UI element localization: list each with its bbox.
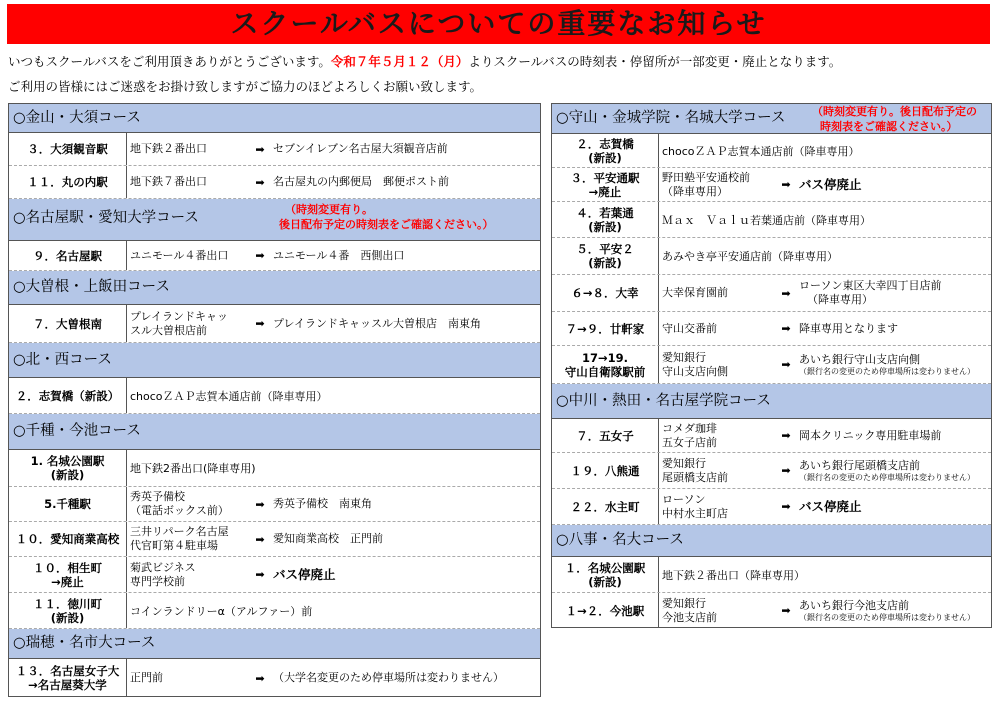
course-name: ○大曽根・上飯田コース	[13, 279, 170, 295]
stop-name: 1. 名城公園駅 (新設)	[9, 450, 127, 486]
table-row	[552, 202, 991, 238]
old-stop: 地下鉄２番出口	[130, 142, 207, 155]
arrow-right-icon: ➡	[255, 142, 265, 156]
new-stop: ローソン東区大幸四丁目店前 （降車専用）	[799, 279, 942, 306]
new-stop: 愛知商業高校 正門前	[273, 532, 383, 545]
new-stop: chocoＺＡＰ志賀本通店前（降車専用）	[130, 389, 328, 403]
new-stop: セブンイレブン名古屋大須観音店前	[273, 142, 448, 155]
table-row	[552, 238, 991, 275]
arrow-right-icon: ➡	[255, 532, 265, 546]
arrow-right-icon: ➡	[255, 497, 265, 511]
stop-name: １１．徳川町 (新設)	[9, 593, 127, 628]
course-header-mizuho	[9, 629, 540, 659]
table-row	[9, 241, 540, 271]
course-header-yagoto	[552, 525, 991, 557]
new-stop: 名古屋丸の内郵便局 郵便ポスト前	[273, 175, 449, 188]
arrow-right-icon: ➡	[255, 175, 265, 189]
stop-name: ２．志賀橋 (新設)	[552, 134, 659, 167]
stop-name: ７．五女子	[552, 419, 659, 452]
table-row	[552, 453, 991, 489]
time-change-note: （時刻変更有り。 後日配布予定の時刻表をご確認ください。）	[279, 203, 494, 231]
stop-abolished: バス停廃止	[799, 498, 862, 514]
table-row	[9, 522, 540, 557]
stop-name: １．名城公園駅 (新設)	[552, 557, 659, 592]
new-stop: 地下鉄2番出口(降車専用)	[130, 462, 256, 475]
arrow-right-icon: ➡	[255, 317, 265, 330]
old-stop: 菊武ビジネス 専門学校前	[130, 560, 196, 588]
arrow-right-icon: ➡	[255, 568, 265, 581]
table-row	[9, 659, 540, 697]
course-header-chikusa	[9, 414, 540, 450]
table-row	[9, 166, 540, 199]
arrow-right-icon: ➡	[781, 604, 791, 617]
intro-text: いつもスクールバスをご利用頂きありがとうございます。	[8, 54, 331, 69]
table-row	[9, 305, 540, 343]
table-row	[552, 419, 991, 453]
new-stop: 降車専用となります	[799, 321, 898, 335]
new-stop: あいち銀行今池支店前 （銀行名の変更のため停車場所は変わりません）	[799, 598, 975, 622]
stop-name: ３．大須観音駅	[9, 133, 127, 165]
stop-name: ２．志賀橋（新設）	[9, 378, 127, 413]
new-stop: 地下鉄２番出口（降車専用）	[662, 568, 805, 582]
stop-name: １０．相生町 →廃止	[9, 557, 127, 592]
arrow-right-icon: ➡	[781, 286, 791, 300]
page-title: スクールバスについての重要なお知らせ	[230, 7, 767, 40]
new-stop: 岡本クリニック専用駐車場前	[799, 428, 942, 442]
new-stop: Ｍａｘ Ｖａｌｕ若葉通店前（降車専用）	[662, 213, 871, 227]
time-change-note: （時刻変更有り。後日配布予定の 時刻表をご確認ください。）	[812, 105, 977, 133]
table-row	[552, 134, 991, 168]
old-stop: 守山交番前	[662, 321, 717, 335]
table-row	[552, 593, 991, 628]
left-course-panel	[8, 103, 541, 697]
old-stop: 三井リパーク名古屋 代官町第４駐車場	[130, 525, 229, 552]
course-header-nakagawa	[552, 384, 991, 419]
intro-line-2: ご利用の皆様にはご迷惑をお掛け致しますがご協力のほどよろしくお願い致します。	[8, 79, 483, 94]
course-name: ○瑞穂・名市大コース	[13, 635, 156, 651]
old-stop: 愛知銀行 守山支店向側	[662, 350, 728, 378]
table-row	[552, 557, 991, 593]
new-stop: ユニモール４番 西側出口	[273, 248, 405, 262]
table-row	[9, 133, 540, 166]
table-row	[552, 346, 991, 384]
new-stop: あいち銀行尾頭橋支店前 （銀行名の変更のため停車場所は変わりません）	[799, 458, 975, 482]
stop-name: 5.千種駅	[9, 487, 127, 521]
table-row	[552, 489, 991, 525]
new-stop: あいち銀行守山支店向側 （銀行名の変更のため停車場所は変わりません）	[799, 352, 975, 376]
arrow-right-icon: ➡	[781, 358, 791, 371]
table-row	[552, 312, 991, 346]
old-stop: ユニモール４番出口	[130, 248, 229, 262]
right-course-panel	[551, 103, 992, 628]
stop-name: １０．愛知商業高校	[9, 522, 127, 556]
table-row	[9, 557, 540, 593]
arrow-right-icon: ➡	[781, 429, 791, 442]
course-header-nagoya	[9, 199, 540, 241]
new-stop: あみやき亭平安通店前（降車専用）	[662, 250, 838, 263]
page-title-banner	[7, 4, 990, 44]
course-name: ○守山・金城学院・名城大学コース	[556, 110, 786, 126]
old-stop: 秀英予備校 （電話ボックス前）	[130, 490, 229, 517]
old-stop: ローソン 中村水主町店	[662, 492, 728, 520]
stop-name: ９．名古屋駅	[9, 241, 127, 270]
new-stop: コインランドリーα（アルファー）前	[130, 604, 313, 618]
intro-line-1	[8, 52, 841, 70]
table-row	[552, 275, 991, 312]
arrow-right-icon: ➡	[781, 500, 791, 513]
change-date: 令和７年５月１２（月）	[330, 54, 469, 69]
course-header-moriyama	[552, 104, 991, 134]
stop-name: １３．名古屋女子大 →名古屋葵大学	[9, 659, 127, 697]
old-stop: 正門前	[130, 671, 163, 684]
old-stop: 愛知銀行 尾頭橋支店前	[662, 456, 728, 484]
stop-name: 17→19. 守山自衛隊駅前	[552, 346, 659, 383]
stop-name: ３．平安通駅 →廃止	[552, 168, 659, 201]
stop-name: ４．若葉通 (新設)	[552, 202, 659, 237]
new-stop: プレイランドキャッスル大曽根店 南東角	[273, 316, 482, 330]
old-stop: 地下鉄７番出口	[130, 175, 207, 188]
new-stop: chocoＺＡＰ志賀本通店前（降車専用）	[662, 144, 860, 158]
table-row	[9, 487, 540, 522]
new-stop: （大学名変更のため停車場所は変わりません）	[273, 671, 504, 684]
old-stop: 野田塾平安通校前 （降車専用）	[662, 170, 750, 198]
old-stop: プレイランドキャッ スル大曽根店前	[130, 309, 229, 337]
arrow-right-icon: ➡	[781, 322, 791, 335]
arrow-right-icon: ➡	[255, 249, 265, 262]
old-stop: コメダ珈琲 五女子店前	[662, 421, 717, 449]
old-stop: 大幸保育園前	[662, 286, 728, 299]
table-row	[552, 168, 991, 202]
stop-name: １１．丸の内駅	[9, 166, 127, 198]
course-name: ○中川・熱田・名古屋学院コース	[556, 393, 771, 409]
stop-name: ７．大曽根南	[9, 305, 127, 342]
arrow-right-icon: ➡	[781, 178, 791, 191]
stop-abolished: バス停廃止	[273, 566, 336, 582]
stop-name: ５．平安２ (新設)	[552, 238, 659, 274]
arrow-right-icon: ➡	[781, 464, 791, 477]
stop-name: ６→８．大幸	[552, 275, 659, 311]
course-header-kita	[9, 343, 540, 378]
old-stop: 愛知銀行 今池支店前	[662, 596, 717, 624]
table-row	[9, 593, 540, 629]
intro-text-2: よりスクールバスの時刻表・停留所が一部変更・廃止となります。	[468, 54, 842, 69]
course-name: ○八事・名大コース	[556, 532, 684, 548]
table-row	[9, 450, 540, 487]
stop-name: １→２．今池駅	[552, 593, 659, 628]
stop-name: ２２．水主町	[552, 489, 659, 524]
arrow-right-icon: ➡	[255, 671, 265, 685]
course-name: ○北・西コース	[13, 352, 112, 368]
course-header-kanayama	[9, 104, 540, 133]
stop-name: ７→９．廿軒家	[552, 312, 659, 345]
stop-abolished: バス停廃止	[799, 176, 862, 192]
new-stop: 秀英予備校 南東角	[273, 497, 372, 510]
course-name: ○金山・大須コース	[13, 110, 141, 126]
course-name: ○千種・今池コース	[13, 423, 141, 439]
table-row	[9, 378, 540, 414]
stop-name: １９．八熊通	[552, 453, 659, 488]
course-header-ozone	[9, 271, 540, 305]
course-name: ○名古屋駅・愛知大学コース	[13, 210, 199, 226]
